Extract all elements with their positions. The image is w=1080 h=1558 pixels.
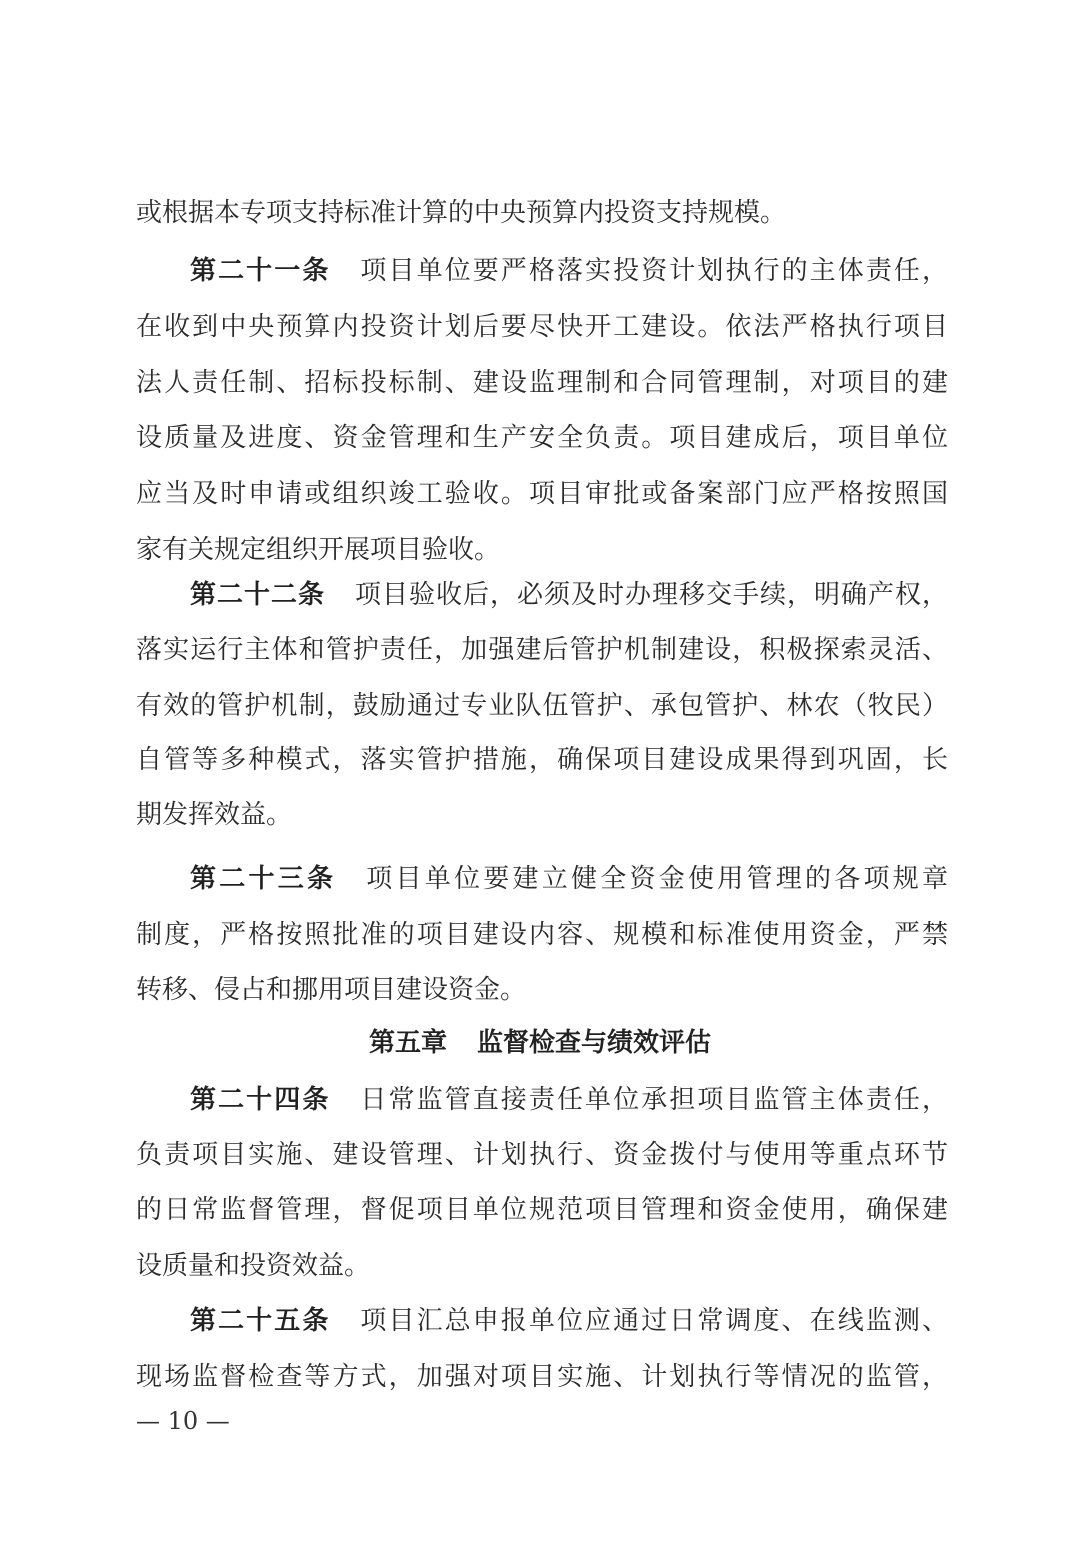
article-25-label: 第二十五条 <box>190 1306 331 1336</box>
text-line: 或根据本专项支持标准计算的中央预算内投资支持规模。 <box>136 198 787 228</box>
article-21-label: 第二十一条 <box>190 256 331 286</box>
text-line: 转移、侵占和挪用项目建设资金。 <box>136 975 527 1005</box>
text-line: 项目验收后，必须及时办理移交手续，明确产权， <box>355 580 948 610</box>
chapter-number: 第五章 <box>368 1028 447 1058</box>
text-line: 制度，严格按照批准的项目建设内容、规模和标准使用资金，严禁 <box>136 920 948 950</box>
article-23-first-line <box>190 862 948 896</box>
text-line: 设质量及进度、资金管理和生产安全负责。项目建成后，项目单位 <box>136 423 948 453</box>
text-line: 负责项目实施、建设管理、计划执行、资金拨付与使用等重点环节 <box>136 1140 948 1170</box>
text-line: 有效的管护机制，鼓励通过专业队伍管护、承包管护、林农（牧民） <box>136 691 948 721</box>
text-line: 项目单位要建立健全资金使用管理的各项规章 <box>366 864 948 894</box>
text-line: 设质量和投资效益。 <box>136 1251 371 1281</box>
text-line: 期发挥效益。 <box>136 800 293 830</box>
text-line: 应当及时申请或组织竣工验收。项目审批或备案部门应严格按照国 <box>136 479 948 509</box>
article-24-first-line <box>190 1083 948 1117</box>
chapter-heading <box>0 1026 1080 1060</box>
text-line: 现场监督检查等方式，加强对项目实施、计划执行等情况的监管， <box>136 1362 948 1392</box>
text-line: 项目单位要严格落实投资计划执行的主体责任， <box>360 256 948 286</box>
chapter-title: 监督检查与绩效评估 <box>477 1028 712 1058</box>
article-21-first-line <box>190 254 948 288</box>
text-line: 的日常监督管理，督促项目单位规范项目管理和资金使用，确保建 <box>136 1195 948 1225</box>
text-line: 家有关规定组织开展项目验收。 <box>136 535 501 565</box>
page-number: — 10 — <box>136 1407 230 1435</box>
text-line: 日常监管直接责任单位承担项目监管主体责任， <box>360 1085 948 1115</box>
text-line: 自管等多种模式，落实管护措施，确保项目建设成果得到巩固，长 <box>136 745 948 775</box>
article-22-first-line <box>190 578 948 612</box>
article-25-first-line <box>190 1304 948 1338</box>
text-line: 项目汇总申报单位应通过日常调度、在线监测、 <box>360 1306 948 1336</box>
text-line: 落实运行主体和管护责任，加强建后管护机制建设，积极探索灵活、 <box>136 635 948 665</box>
article-24-label: 第二十四条 <box>190 1085 331 1115</box>
text-line: 法人责任制、招标投标制、建设监理制和合同管理制，对项目的建 <box>136 368 948 398</box>
article-23-label: 第二十三条 <box>190 864 337 894</box>
article-22-label: 第二十二条 <box>190 580 325 610</box>
text-line: 在收到中央预算内投资计划后要尽快开工建设。依法严格执行项目 <box>136 312 948 342</box>
